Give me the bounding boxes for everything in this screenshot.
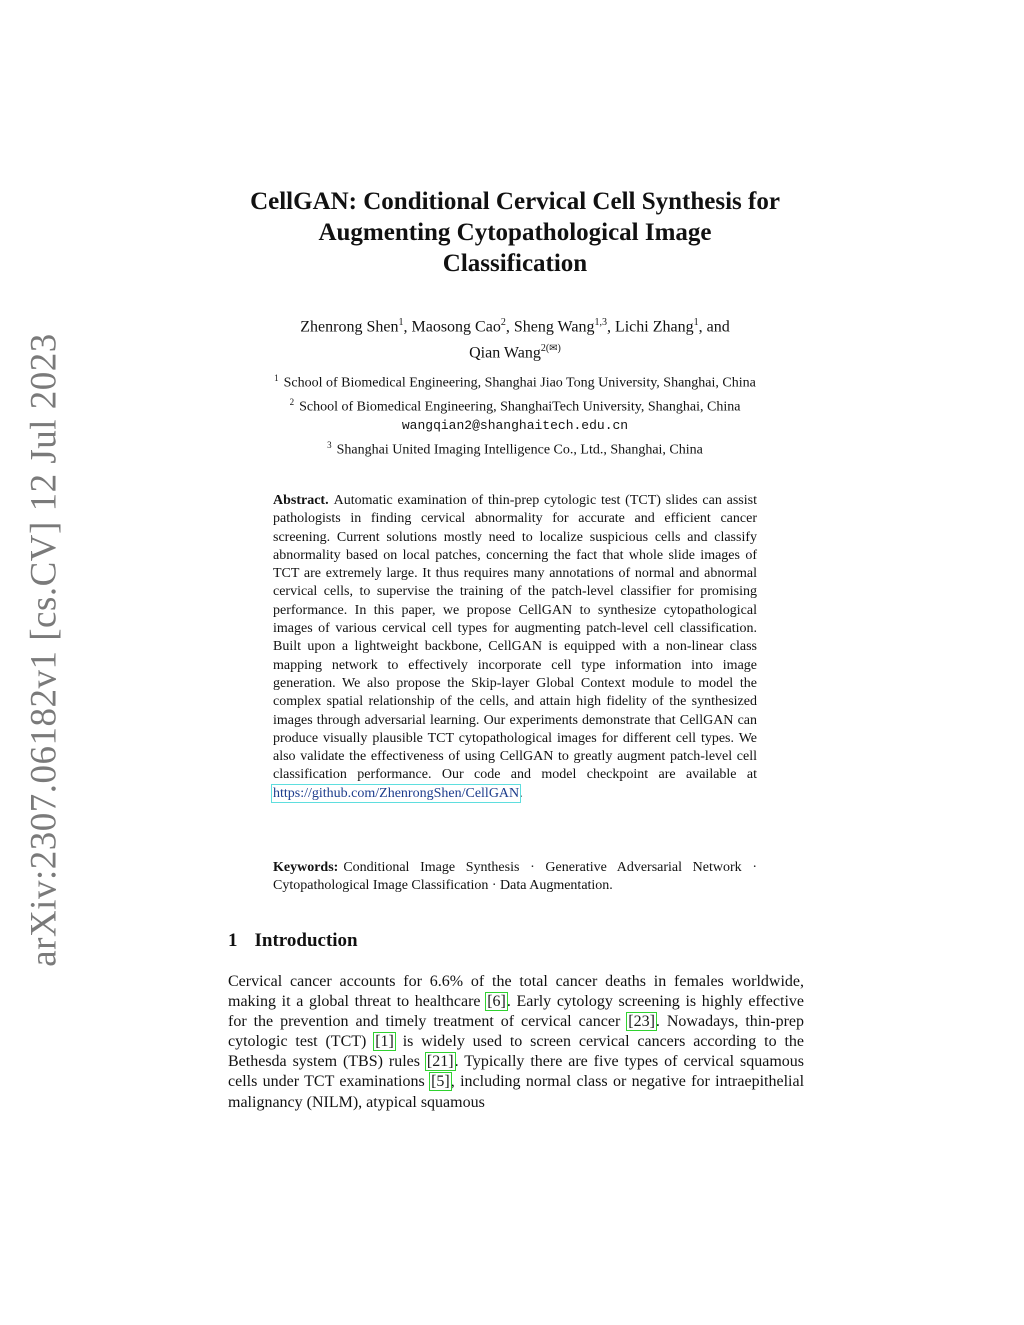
intro-paragraph (228, 972, 804, 1113)
author-name: , Lichi Zhang (606, 318, 694, 336)
intro-text: Cervical cancer accounts for 6.6% of the total cancer deaths in females worldwide, making it a global threat to healthcare (228, 973, 804, 1011)
abstract-label: Abstract. (273, 493, 329, 508)
intro-text: . Typically there are five types of cervical squamous cells under TCT examinations (228, 1053, 804, 1091)
citation-link[interactable]: [23] (628, 1013, 655, 1031)
affil-text: School of Biomedical Engineering, ShanghaiTech University, Shanghai, China (299, 399, 741, 415)
intro-text: , including normal class or negative for intraepithelial malignancy (NILM), atypical squamous (228, 1073, 805, 1111)
email[interactable]: wangqian2@shanghaitech.edu.cn (401, 418, 629, 434)
section-title: Introduction (254, 930, 358, 951)
keywords-text: Conditional Image Synthesis · Generative Adversarial Network · Cytopathological Image Classification · Data Augmentation. (273, 860, 757, 894)
affil-mark: 2 (289, 397, 295, 408)
citation-link[interactable]: [1] (375, 1033, 394, 1051)
section-heading (228, 929, 358, 953)
affil-mark: 1 (274, 373, 279, 383)
arxiv-stamp: arXiv:2307.06182v1 [cs.CV] 12 Jul 2023 (23, 333, 65, 967)
affiliation-3 (200, 436, 830, 460)
abstract (273, 492, 757, 803)
code-link[interactable]: https://github.com/ZhenrongShen/CellGAN (273, 785, 520, 801)
affil-mark: 3 (327, 439, 332, 450)
section-number: 1 (228, 930, 238, 951)
citation-link[interactable]: [6] (487, 993, 506, 1011)
title-line: Augmenting Cytopathological Image (318, 219, 712, 246)
author-name: Zhenrong Shen (300, 318, 399, 336)
paper-title (200, 186, 830, 279)
citation-link[interactable]: [5] (431, 1073, 450, 1091)
affil-text: School of Biomedical Engineering, Shanghai Jiao Tong University, Shanghai, China (283, 375, 756, 391)
author-affil-mark: 1,3 (594, 317, 607, 328)
intro-text: is widely used to screen cervical cancers according to the Bethesda system (TBS) rules (228, 1033, 804, 1071)
author-affil-mark: 1 (398, 317, 404, 328)
keywords (273, 859, 757, 896)
author-line (200, 312, 830, 338)
author-affil-mark: 1 (693, 317, 699, 328)
keywords-label: Keywords: (273, 860, 339, 875)
author-name: Qian Wang (469, 344, 541, 362)
title-line: Classification (442, 250, 588, 277)
citation-link[interactable]: [21] (426, 1053, 454, 1071)
author-list (200, 312, 830, 365)
author-affil-mark: 2(✉) (540, 343, 561, 355)
affil-text: Shanghai United Imaging Intelligence Co., Ltd., Shanghai, China (336, 442, 703, 458)
affiliation-1 (200, 369, 830, 393)
author-list-tail: , and (698, 318, 730, 336)
affiliation-2 (200, 393, 830, 417)
author-line (200, 338, 830, 364)
intro-text: . Early cytology screening is highly effective for the prevention and timely treatment of cervical cancer (228, 993, 804, 1031)
author-name: , Maosong Cao (403, 318, 501, 336)
affiliation-list (200, 369, 830, 460)
title-line: CellGAN: Conditional Cervical Cell Synthesis for (250, 188, 780, 215)
intro-text: . Nowadays, thin-prep cytologic test (TCT) (228, 1013, 805, 1051)
author-name: , Sheng Wang (505, 318, 595, 336)
abstract-text: Automatic examination of thin-prep cytologic test (TCT) slides can assist pathologists in finding cervical abnormality for accurate and efficient cancer screening. Current solutions mostly need to localize suspicious cells and classify abnormality based on local patches, concerning the fact that whole slide images of TCT are extremely large. It thus requires many annotations of normal and abnormal cervical cells, to supervise the training of the patch-level classifier for promising performance. In this paper, we propose CellGAN to synthesize cytopathological images of various cervical cell types for augmenting patch-level cell classification. Built upon a lightweight backbone, CellGAN is equipped with a non-linear class mapping network to effectively incorporate cell type information into image generation. We also propose the Skip-layer Global Context module to model the complex spatial relationship of the cells, and attain high fidelity of the synthesized images through adversarial learning. Our experiments demonstrate that CellGAN can produce visually plausible TCT cytopathological images for different cell types. We also validate the effectiveness of using CellGAN to greatly augment patch-level cell classification performance. Our code and model checkpoint are available at (273, 493, 757, 783)
author-affil-mark: 2 (500, 317, 506, 328)
abstract-end: . (519, 785, 523, 801)
